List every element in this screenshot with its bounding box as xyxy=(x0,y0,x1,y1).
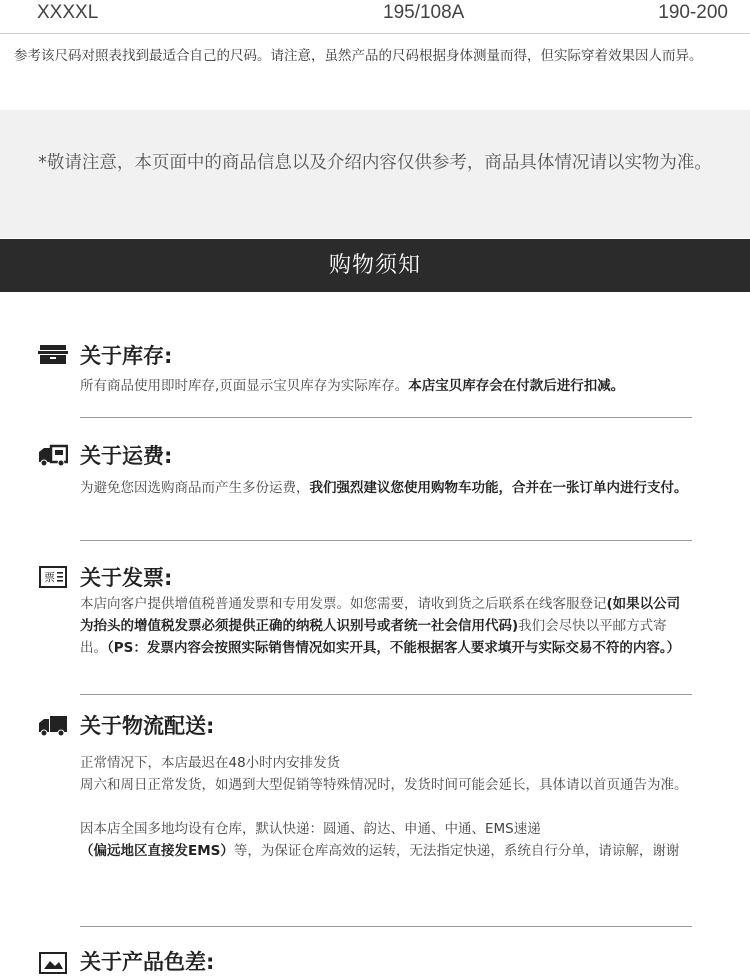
section-header xyxy=(0,239,750,292)
notice-text: 等，为保证仓库高效的运转，无法指定快递，系统自行分单，请谅解，谢谢 xyxy=(233,843,680,859)
color-difference-icon xyxy=(38,951,68,975)
notice-body xyxy=(80,752,692,862)
notice-text: 我们会尽快以平邮方式寄出。 xyxy=(80,618,667,656)
notice-bold-text: （PS：发票内容会按照实际销售情况如实开具，不能根据客人要求填开与实际交易不符的内容。） xyxy=(107,640,681,656)
size-table-last-row xyxy=(0,0,750,34)
notice-text: 因本店全国多地均设有仓库，默认快递：圆通、韵达、申通、中通、EMS速递 xyxy=(80,821,541,837)
notice-title: 关于发票: xyxy=(80,566,173,590)
notice-title: 关于运费: xyxy=(80,444,173,468)
delivery-truck-icon xyxy=(38,713,68,737)
divider xyxy=(80,540,692,541)
notice-paragraph xyxy=(80,818,692,862)
section-title: 购物须知 xyxy=(328,253,421,278)
notice-text: 所有商品使用即时库存,页面显示宝贝库存为实际库存。 xyxy=(80,378,409,394)
notice-bold-text: (如果以公司为抬头的增值税发票必须提供正确的纳税人识别号或者统一社会信用代码) xyxy=(80,596,681,634)
notice-text: 本店向客户提供增值税普通发票和专用发票。如您需要，请收到货之后联系在线客服登记 xyxy=(80,596,607,612)
size-note: 参考该尺码对照表找到最适合自己的尺码。请注意，虽然产品的尺码根据身体测量而得，但实际穿着效果因人而异。 xyxy=(14,48,703,64)
notice-title: 关于产品色差: xyxy=(80,950,215,974)
notice-body xyxy=(80,593,692,659)
notice-body xyxy=(80,477,692,499)
notice-title: 关于库存: xyxy=(80,344,173,368)
notice-bold-text: 本店宝贝库存会在付款后进行扣减。 xyxy=(408,378,625,394)
divider xyxy=(80,694,692,695)
notice-text: 为避免您因选购商品而产生多份运费， xyxy=(80,480,310,496)
notice-body xyxy=(80,375,692,397)
size-cell: XXXXL xyxy=(37,2,99,23)
invoice-icon xyxy=(38,565,68,589)
shipping-truck-icon xyxy=(38,443,68,467)
height-cell: 190-200 xyxy=(658,2,728,23)
notice-paragraph: 正常情况下，本店最迟在48小时内安排发货 xyxy=(80,755,341,771)
notice-bold-text: （偏远地区直接发EMS） xyxy=(80,843,234,859)
disclaimer-text: *敬请注意，本页面中的商品信息以及介绍内容仅供参考，商品具体情况请以实物为准。 xyxy=(38,153,712,173)
notice-title: 关于物流配送: xyxy=(80,714,215,738)
inventory-icon xyxy=(38,342,68,366)
spec-cell: 195/108A xyxy=(383,2,465,23)
divider xyxy=(80,926,692,927)
notice-paragraph: 周六和周日正常发货，如遇到大型促销等特殊情况时，发货时间可能会延长，具体请以首页通告为准。 xyxy=(80,777,688,793)
divider xyxy=(80,417,692,418)
disclaimer-band xyxy=(0,110,750,238)
svg-text:票: 票 xyxy=(44,571,55,584)
notice-bold-text: 我们强烈建议您使用购物车功能，合并在一张订单内进行支付。 xyxy=(309,480,688,496)
